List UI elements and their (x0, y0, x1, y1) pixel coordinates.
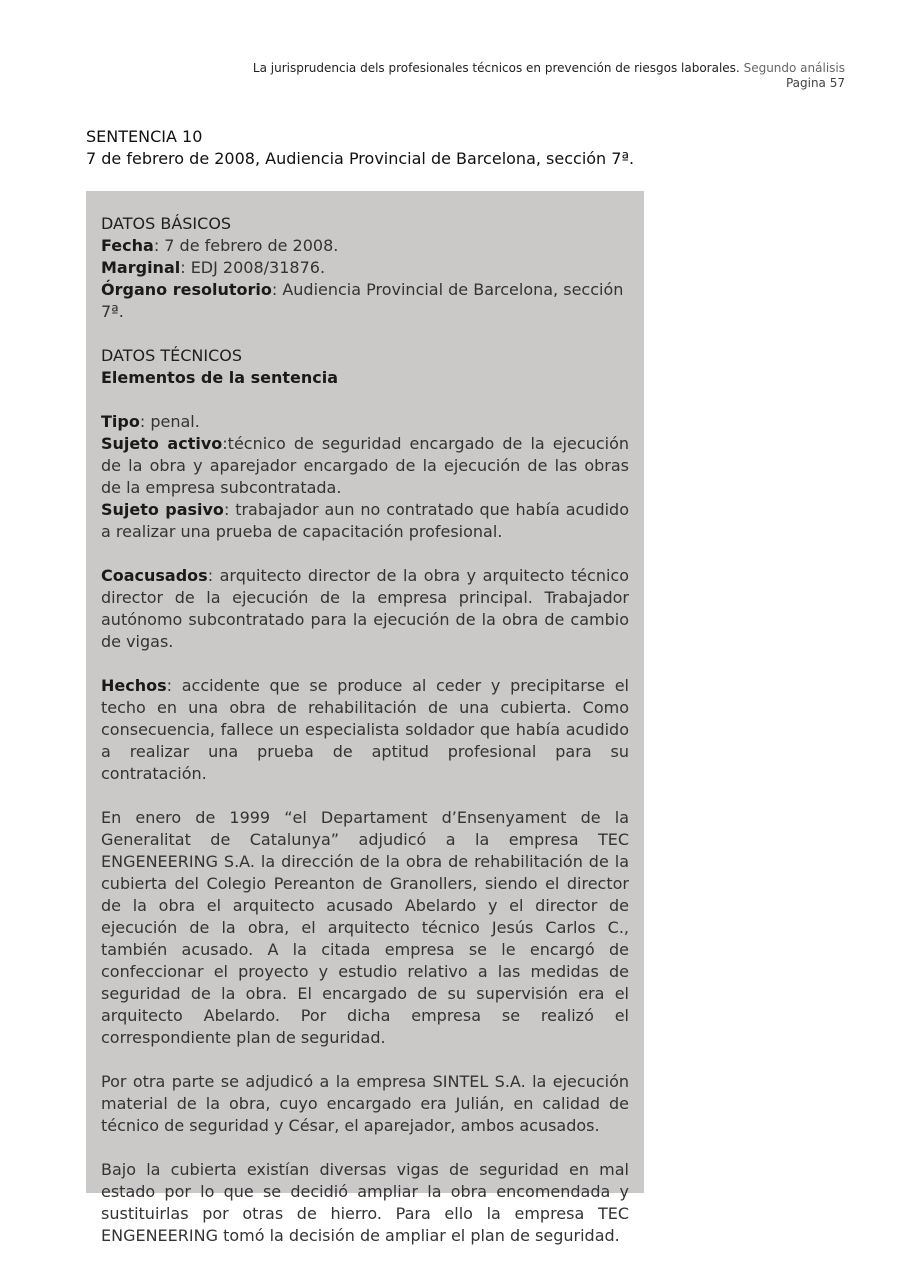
paragraph-3: Bajo la cubierta existían diversas vigas de seguridad en mal estado por lo que se decidió ampliar la obra encomendada y sustituirlas por otras de hierro. Para ello la empresa TEC ENGENEERING tomó la decisión de ampliar el plan de seguridad. (101, 1160, 629, 1245)
fecha-label: Fecha (101, 236, 154, 255)
spacer (101, 1137, 629, 1159)
tipo-value: : penal. (139, 412, 200, 431)
sujeto-pasivo-line (101, 499, 629, 543)
organo-value: : Audiencia Provincial de Barcelona, sección 7ª. (101, 280, 624, 321)
sentence-date-court: 7 de febrero de 2008, Audiencia Provincial de Barcelona, sección 7ª. (86, 149, 635, 168)
page-number: Pagina 57 (785, 76, 845, 90)
sujeto-pasivo-value: : trabajador aun no contratado que había acudido a realizar una prueba de capacitación profesional. (101, 500, 630, 541)
coacusados-line (101, 565, 629, 653)
spacer (101, 1049, 629, 1071)
coacusados-value: : arquitecto director de la obra y arquitecto técnico director de la ejecución de la empresa principal. Trabajador autónomo subcontratado para la ejecución de la obra de cambio de vigas. (101, 566, 629, 651)
fecha-value: : 7 de febrero de 2008. (153, 236, 339, 255)
organo-label: Órgano resolutorio (101, 280, 272, 299)
fecha-line (101, 235, 629, 257)
spacer (101, 389, 629, 411)
sujeto-activo-line (101, 433, 629, 499)
sentence-number: SENTENCIA 10 (86, 127, 203, 146)
sujeto-pasivo-label: Sujeto pasivo (101, 500, 224, 519)
spacer (101, 543, 629, 565)
hechos-value: : accidente que se produce al ceder y precipitarse el techo en una obra de rehabilitación de una cubierta. Como consecuencia, fallece un especialista soldador que había acudido a realizar una prueba de aptitud profesional para su contratación. (101, 676, 629, 783)
running-title-line (145, 61, 845, 76)
coacusados-label: Coacusados (101, 566, 208, 585)
organo-line (101, 279, 629, 323)
tipo-label: Tipo (101, 412, 140, 431)
hechos-line (101, 675, 629, 785)
running-title: La jurisprudencia dels profesionales técnicos en prevención de riesgos laborales. (252, 61, 740, 75)
marginal-line (101, 257, 629, 279)
marginal-value: : EDJ 2008/31876. (180, 258, 326, 277)
elementos-subheading-text: Elementos de la sentencia (101, 368, 339, 387)
paragraph-2: Por otra parte se adjudicó a la empresa SINTEL S.A. la ejecución material de la obra, cuyo encargado era Julián, en calidad de técnico de seguridad y César, el aparejador, ambos acusados. (101, 1072, 629, 1135)
spacer (101, 785, 629, 807)
spacer (101, 653, 629, 675)
running-header (145, 61, 845, 91)
sentence-heading (86, 126, 806, 170)
paragraph-1: En enero de 1999 “el Departament d’Ensenyament de la Generalitat de Catalunya” adjudicó a la empresa TEC ENGENEERING S.A. la dirección de la obra de rehabilitación de la cubierta del Colegio Pereanton de Granollers, siendo el director de la obra el arquitecto acusado Abelardo y el director de ejecución de la obra, el arquitecto técnico Jesús Carlos C., también acusado. A la citada empresa se le encargó de confeccionar el proyecto y estudio relativo a las medidas de seguridad de la obra. El encargado de su supervisión era el arquitecto Abelardo. Por dicha empresa se realizó el correspondiente plan de seguridad. (101, 808, 629, 1047)
marginal-label: Marginal (101, 258, 181, 277)
datos-basicos-heading: DATOS BÁSICOS (101, 214, 232, 233)
hechos-label: Hechos (101, 676, 167, 695)
sentence-summary-box (86, 191, 644, 1245)
sujeto-activo-value: :técnico de seguridad encargado de la ejecución de la obra y aparejador encargado de la ejecución de las obras de la empresa subcontratada. (101, 434, 630, 497)
sujeto-activo-label: Sujeto activo (101, 434, 223, 453)
running-subtitle: Segundo análisis (743, 61, 845, 75)
elementos-subheading (101, 367, 629, 389)
datos-tecnicos-heading: DATOS TÉCNICOS (101, 346, 243, 365)
tipo-line (101, 411, 629, 433)
spacer (101, 323, 629, 345)
